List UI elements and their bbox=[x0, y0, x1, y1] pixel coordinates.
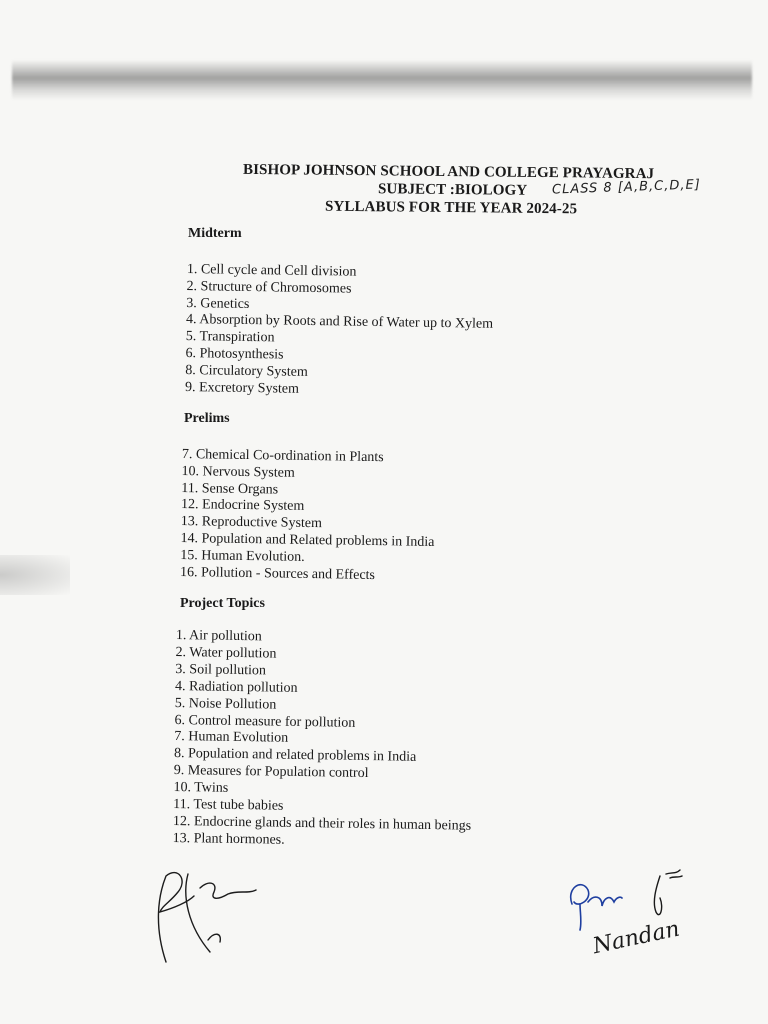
list-item: 13. Plant hormones. bbox=[172, 830, 285, 848]
list-item: 3. Soil pollution bbox=[175, 661, 267, 679]
list-item: 8. Population and related problems in India bbox=[173, 746, 417, 766]
list-item: 1. Cell cycle and Cell division bbox=[186, 262, 357, 280]
list-item: 1. Air pollution bbox=[175, 628, 262, 645]
right-signature bbox=[560, 868, 700, 970]
list-item: 7. Human Evolution bbox=[174, 729, 289, 747]
list-item: 14. Population and Related problems in India bbox=[180, 530, 435, 550]
right-signature-blue-stroke bbox=[571, 885, 622, 930]
list-item: 11. Sense Organs bbox=[181, 480, 279, 498]
list-item: 6. Photosynthesis bbox=[185, 345, 284, 363]
school-name: BISHOP JOHNSON SCHOOL AND COLLEGE PRAYAGRAJ bbox=[242, 161, 655, 183]
list-item: 8. Circulatory System bbox=[185, 362, 308, 380]
project-topics-list bbox=[173, 628, 475, 852]
prelims-list bbox=[180, 447, 436, 585]
list-item: 10. Nervous System bbox=[181, 463, 295, 481]
right-signature-name: Nandan bbox=[590, 916, 682, 960]
list-item: 13. Reproductive System bbox=[180, 514, 323, 532]
list-item: 12. Endocrine glands and their roles in human beings bbox=[172, 813, 472, 834]
list-item: 5. Noise Pollution bbox=[174, 695, 277, 713]
list-item: 10. Twins bbox=[173, 780, 229, 796]
midterm-heading: Midterm bbox=[188, 226, 242, 241]
syllabus-year: SYLLABUS FOR THE YEAR 2024-25 bbox=[324, 198, 578, 218]
left-signature bbox=[148, 866, 268, 968]
project-topics-heading: Project Topics bbox=[180, 596, 265, 611]
scan-artifact-band bbox=[12, 60, 752, 100]
list-item: 15. Human Evolution. bbox=[180, 547, 305, 565]
list-item: 6. Control measure for pollution bbox=[174, 712, 356, 731]
subject-line: SUBJECT :BIOLOGY bbox=[377, 181, 528, 199]
handwritten-class-note: CLASS 8 [A,B,C,D,E] bbox=[551, 177, 702, 198]
left-signature-stroke bbox=[158, 873, 256, 962]
list-item: 5. Transpiration bbox=[185, 329, 275, 346]
list-item: 12. Endocrine System bbox=[180, 497, 305, 515]
scan-artifact-smudge bbox=[0, 555, 70, 595]
document-header bbox=[0, 158, 768, 230]
list-item: 4. Radiation pollution bbox=[174, 678, 298, 696]
list-item: 2. Water pollution bbox=[175, 644, 277, 662]
list-item: 9. Excretory System bbox=[184, 379, 300, 397]
list-item: 16. Pollution - Sources and Effects bbox=[179, 564, 376, 583]
list-item: 11. Test tube babies bbox=[173, 797, 284, 814]
list-item: 2. Structure of Chromosomes bbox=[186, 278, 352, 297]
prelims-heading: Prelims bbox=[184, 411, 230, 426]
midterm-list bbox=[185, 262, 494, 401]
list-item: 9. Measures for Population control bbox=[173, 763, 369, 782]
right-signature-black-stroke bbox=[654, 870, 682, 915]
list-item: 4. Absorption by Roots and Rise of Water up to Xylem bbox=[185, 312, 494, 333]
list-item: 7. Chemical Co-ordination in Plants bbox=[181, 447, 384, 466]
list-item: 3. Genetics bbox=[186, 295, 250, 312]
